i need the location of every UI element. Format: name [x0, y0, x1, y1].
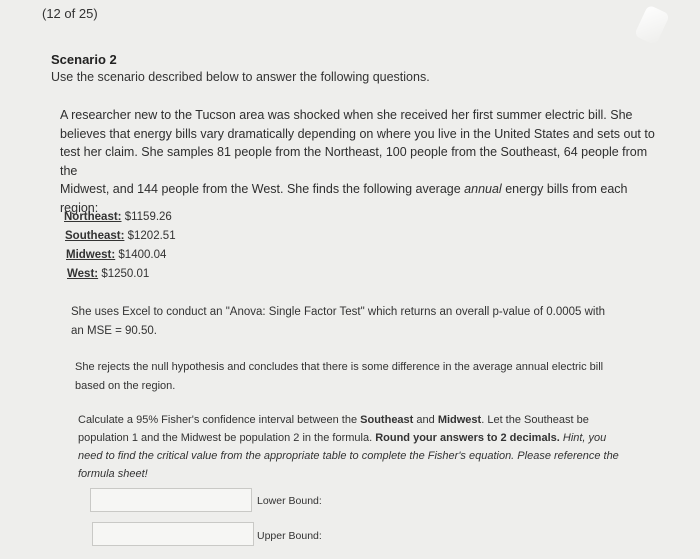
question-prompt	[78, 411, 648, 483]
screen-glare	[634, 5, 670, 46]
prompt-bold: Southeast	[360, 414, 414, 426]
prompt-italic: Hint, you	[559, 432, 607, 444]
region-label: West:	[67, 268, 99, 280]
region-southeast	[65, 230, 176, 242]
paragraph-line: test her claim. She samples 81 people from the Northeast, 100 people from the Southeast, 64 people from the	[60, 145, 648, 178]
region-value: $1202.51	[127, 230, 176, 242]
region-value: $1400.04	[118, 249, 167, 261]
region-label: Northeast:	[64, 211, 122, 223]
prompt-text: Calculate a 95% Fisher's confidence interval between the	[78, 414, 361, 426]
lower-bound-input[interactable]	[90, 488, 252, 512]
region-label: Southeast:	[65, 230, 125, 242]
scenario-paragraph	[60, 106, 660, 217]
prompt-text: and	[413, 414, 438, 426]
region-northeast	[64, 211, 172, 223]
prompt-italic: need to find the critical value from the appropriate table to complete the Fisher's equation. Please reference the	[78, 450, 619, 462]
paragraph-italic: annual	[464, 182, 502, 196]
prompt-text: population 1 and the Midwest be population 2 in the formula.	[78, 432, 376, 444]
region-label: Midwest:	[66, 249, 116, 261]
paragraph-tail: energy bills from each region:	[60, 182, 628, 215]
conclusion-line: based on the region.	[75, 380, 176, 392]
anova-line: an MSE = 90.50.	[71, 325, 157, 337]
region-midwest	[66, 249, 166, 261]
prompt-bold: Round your answers to 2 decimals.	[375, 432, 560, 444]
upper-bound-label: Upper Bound:	[257, 530, 322, 542]
paragraph-line: Midwest, and 144 people from the West. She finds the following average	[60, 182, 465, 196]
conclusion-line: She rejects the null hypothesis and concludes that there is some difference in the average annual electric bill	[75, 361, 604, 373]
region-value: $1159.26	[124, 211, 172, 223]
paragraph-line: A researcher new to the Tucson area was shocked when she received her first summer electric bill. She	[60, 108, 633, 122]
upper-bound-input[interactable]	[92, 522, 254, 546]
scenario-title: Scenario 2	[51, 52, 117, 67]
paragraph-line: believes that energy bills vary dramatically depending on where you live in the United States and sets out to	[60, 126, 655, 141]
lower-bound-label: Lower Bound:	[257, 495, 322, 507]
prompt-italic: formula sheet!	[78, 468, 148, 480]
prompt-text: . Let the Southeast be	[481, 414, 589, 426]
prompt-bold: Midwest	[437, 414, 482, 426]
anova-paragraph	[71, 303, 631, 341]
scenario-intro: Use the scenario described below to answer the following questions.	[51, 70, 430, 84]
anova-line: She uses Excel to conduct an "Anova: Single Factor Test" which returns an overall p-value of 0.0005 with	[71, 306, 606, 318]
conclusion-paragraph	[75, 358, 645, 396]
region-west	[67, 268, 149, 280]
question-counter: (12 of 25)	[42, 6, 98, 21]
region-value: $1250.01	[101, 268, 150, 280]
